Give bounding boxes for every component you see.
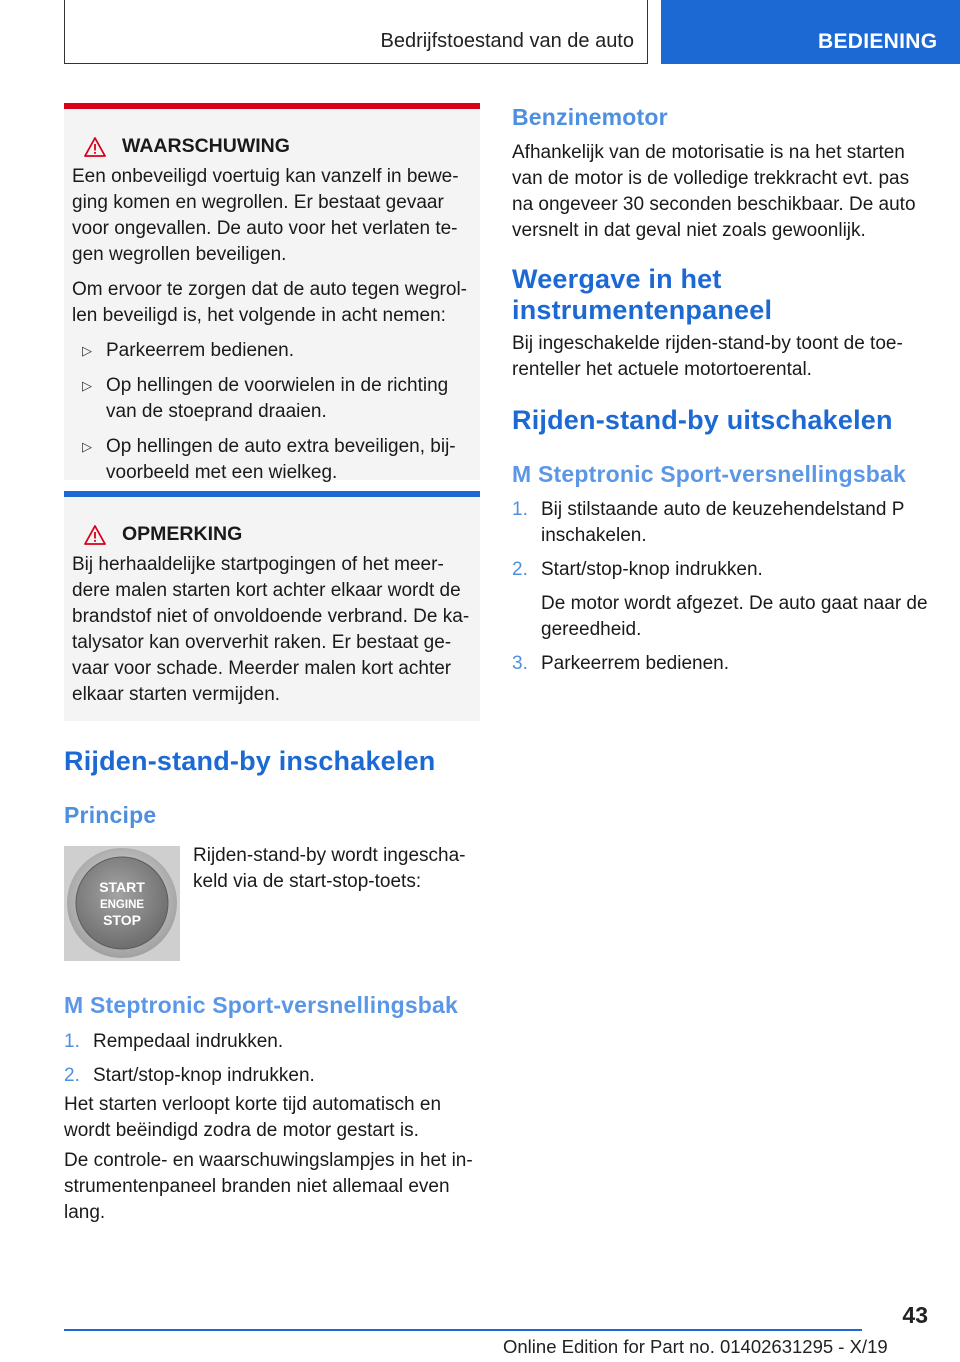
note-heading (84, 523, 472, 546)
warning-triangle-icon (84, 137, 106, 157)
list-item (512, 557, 930, 643)
warning-list (72, 338, 472, 486)
section-heading-enable: Rijden-stand-by inschakelen (64, 746, 436, 776)
list-item (72, 373, 472, 425)
edition-footer: Online Edition for Part no. 01402631295 - X/19 (503, 1336, 888, 1357)
warning-title: WAARSCHUWING (122, 135, 290, 157)
list-item (64, 1029, 480, 1055)
steptronic-heading-left: M Steptronic Sport-versnellingsbak (64, 992, 459, 1018)
chapter-tab[interactable]: BEDIENING (661, 0, 960, 64)
note-title: OPMERKING (122, 523, 243, 545)
disable-steps-list (512, 497, 930, 685)
step-text: Parkeerrem bedienen. (541, 653, 729, 674)
step-number: 2. (64, 1065, 80, 1086)
warning-paragraph-2: Om ervoor te zorgen dat de auto tegen wegrol-len beveiligd is, het volgende in acht nemen: (72, 279, 468, 326)
step-text: Rempedaal indrukken. (93, 1031, 284, 1052)
enable-steps-list (64, 1029, 480, 1097)
list-item (512, 497, 930, 549)
list-item (72, 434, 472, 486)
warning-paragraph-1: Een onbeveiligd voertuig kan vanzelf in bewe-ging komen en wegrollen. Er bestaat gevaar voor ongevallen. De auto voor het verlaten te-gen wegrollen beveiligen. (72, 166, 459, 265)
button-label-engine: ENGINE (99, 899, 145, 911)
triangle-bullet-icon: ▷ (82, 378, 92, 393)
principle-text: Rijden-stand-by wordt ingescha-keld via de start-stop-toets: (193, 845, 466, 892)
step-number: 1. (512, 499, 528, 520)
step-number: 3. (512, 653, 528, 674)
note-box (64, 491, 480, 721)
warning-box (64, 103, 480, 483)
list-item-text: Parkeerrem bedienen. (106, 340, 294, 361)
steptronic-heading-right: M Steptronic Sport-versnellingsbak (512, 461, 907, 487)
petrol-heading: Benzinemotor (512, 104, 668, 130)
list-item (512, 651, 930, 677)
caution-triangle-icon (84, 525, 106, 545)
list-item-text: Op hellingen de auto extra beveiligen, bij-voorbeeld met een wielkeg. (106, 436, 456, 483)
triangle-bullet-icon: ▷ (82, 343, 92, 358)
section-heading-disable: Rijden-stand-by uitschakelen (512, 405, 893, 435)
step-sub-text: De motor wordt afgezet. De auto gaat naar de gereedheid. (541, 593, 928, 640)
display-heading: Weergave in het instrumentenpaneel (512, 264, 773, 325)
start-engine-stop-icon (64, 846, 180, 961)
section-title: Bedrijfstoestand van de auto (380, 30, 634, 52)
note-text: Bij herhaaldelijke startpogingen of het meer-dere malen starten kort achter elkaar wordt de brandstof niet of onvoldoende verbrand. De ka-talysator kan oververhit raken. Er bestaat ge-vaar voor schade. Meerder malen kort achter elkaar starten vermijden. (72, 554, 470, 705)
list-item (64, 1063, 480, 1089)
list-item-text: Op hellingen de voorwielen in de richting van de stoeprand draaien. (106, 375, 449, 422)
enable-paragraph-1: Het starten verloopt korte tijd automatisch en wordt beëindigd zodra de motor gestart is. (64, 1094, 442, 1141)
footer-divider (64, 1329, 862, 1331)
page-number: 43 (902, 1302, 928, 1328)
step-number: 1. (64, 1031, 80, 1052)
step-text: Bij stilstaande auto de keuzehendelstand P inschakelen. (541, 499, 905, 546)
warning-heading (84, 135, 472, 158)
enable-paragraph-2: De controle- en waarschuwingslampjes in het in-strumentenpaneel branden niet allemaal even lang. (64, 1150, 473, 1223)
petrol-text: Afhankelijk van de motorisatie is na het starten van de motor is de volledige trekkracht evt. pas na ongeveer 30 seconden beschikbaar. De auto versnelt in dat geval niet zoals gewoonlijk. (512, 142, 916, 241)
triangle-bullet-icon: ▷ (82, 439, 92, 454)
step-text: Start/stop-knop indrukken. (541, 559, 763, 580)
step-text: Start/stop-knop indrukken. (93, 1065, 315, 1086)
list-item (72, 338, 472, 364)
step-number: 2. (512, 559, 528, 580)
start-stop-button-image (64, 846, 180, 961)
button-label-start: START (99, 879, 145, 895)
principle-heading: Principe (64, 802, 157, 828)
display-text: Bij ingeschakelde rijden-stand-by toont de toe-renteller het actuele motortoerental. (512, 333, 903, 380)
button-label-stop: STOP (103, 912, 141, 928)
